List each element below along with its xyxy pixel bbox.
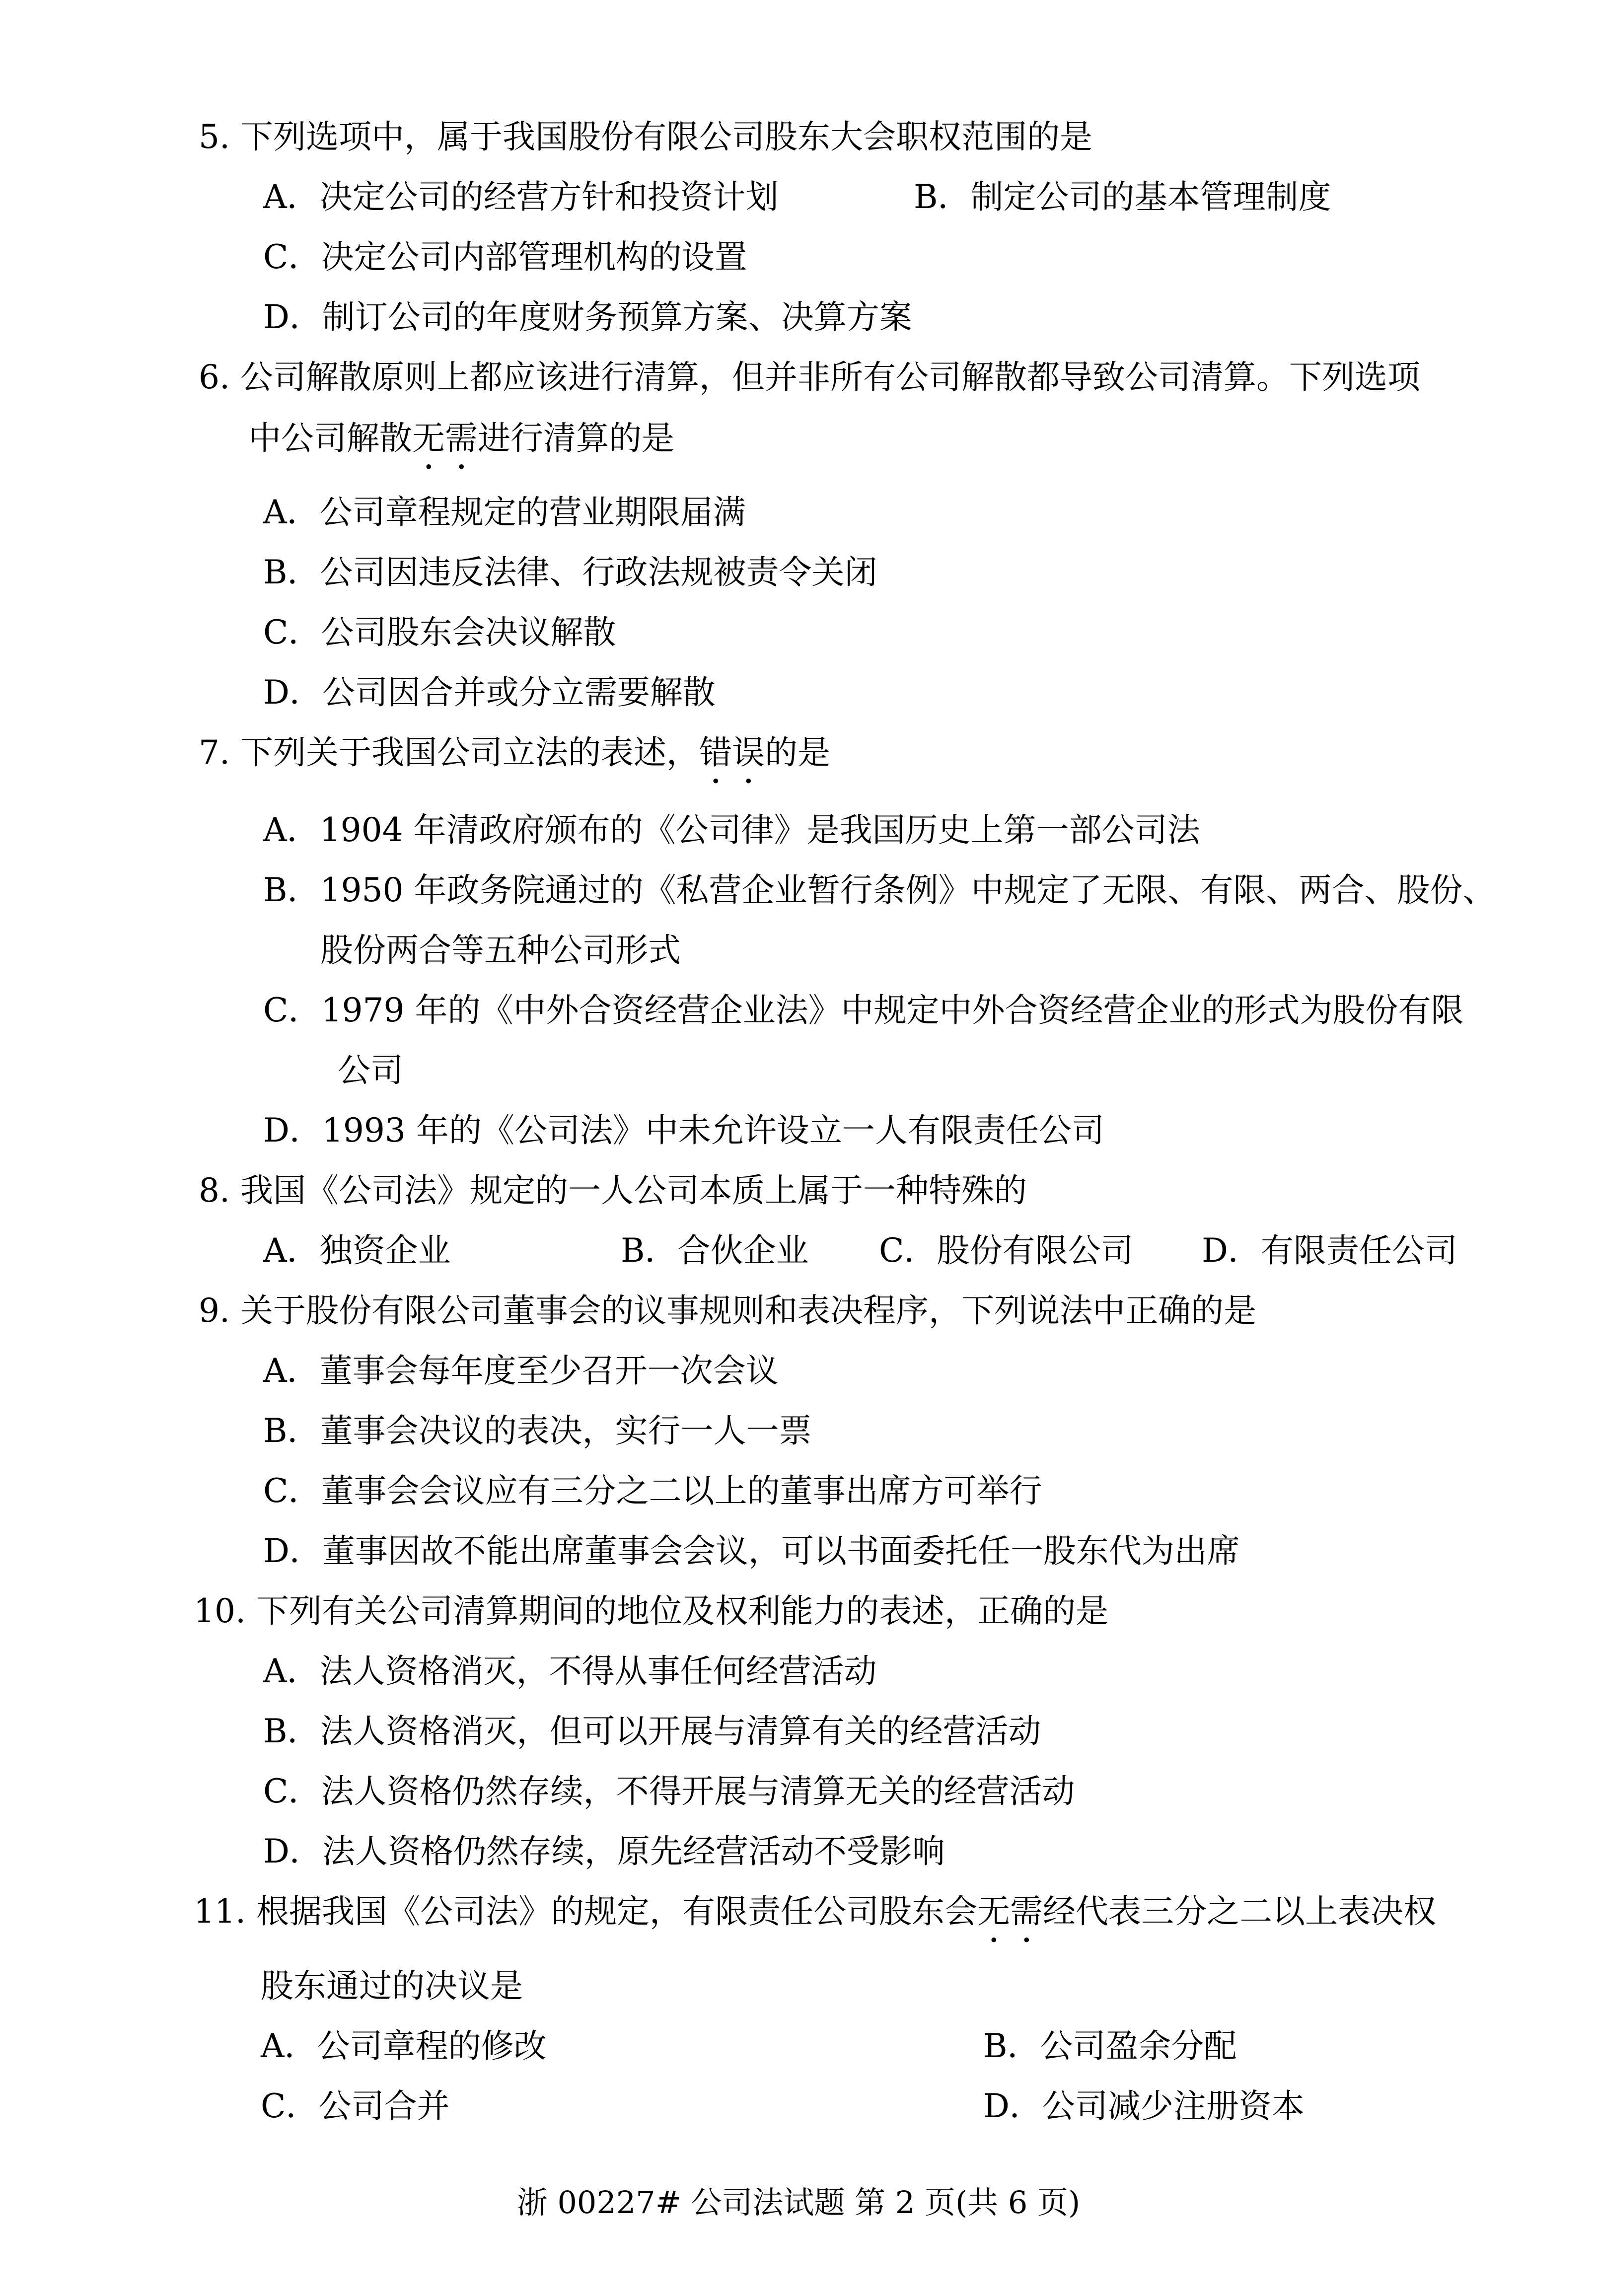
question-9-stem: 9. 关于股份有限公司董事会的议事规则和表决程序，下列说法中正确的是 (199, 1292, 1256, 1330)
q10-option-c: C．法人资格仍然存续，不得开展与清算无关的经营活动 (263, 1772, 1075, 1810)
question-10-stem: 10. 下列有关公司清算期间的地位及权利能力的表述，正确的是 (194, 1592, 1108, 1630)
q8-option-a: A．独资企业 (263, 1231, 451, 1270)
question-7-stem: 7. 下列关于我国公司立法的表述，错误的是 (199, 733, 830, 772)
q9-option-b: B．董事会决议的表决，实行一人一票 (263, 1412, 812, 1450)
question-8-stem: 8. 我国《公司法》规定的一人公司本质上属于一种特殊的 (199, 1171, 1027, 1210)
q10-option-b: B．法人资格消灭，但可以开展与清算有关的经营活动 (263, 1712, 1041, 1750)
q9-option-c: C．董事会会议应有三分之二以上的董事出席方可举行 (263, 1472, 1042, 1510)
q6-option-d: D．公司因合并或分立需要解散 (263, 673, 716, 712)
q5-option-c: C．决定公司内部管理机构的设置 (263, 238, 747, 276)
q8-option-c: C．股份有限公司 (879, 1231, 1134, 1270)
q5-option-d: D．制订公司的年度财务预算方案、决算方案 (263, 298, 912, 336)
q7-option-b: B．1950 年政务院通过的《私营企业暂行条例》中规定了无限、有限、两合、股份、 (263, 871, 1496, 909)
q7-option-c-cont: 公司 (338, 1051, 403, 1089)
q10-option-d: D．法人资格仍然存续，原先经营活动不受影响 (263, 1832, 945, 1870)
q11-option-b: B．公司盈余分配 (983, 2027, 1237, 2065)
q9-option-a: A．董事会每年度至少召开一次会议 (263, 1352, 779, 1390)
q5-option-b: B．制定公司的基本管理制度 (914, 178, 1331, 216)
q10-option-a: A．法人资格消灭，不得从事任何经营活动 (263, 1652, 877, 1690)
q8-option-b: B．合伙企业 (621, 1231, 809, 1270)
q7-option-c: C．1979 年的《中外合资经营企业法》中规定中外合资经营企业的形式为股份有限 (263, 991, 1464, 1029)
q6-option-a: A．公司章程规定的营业期限届满 (263, 493, 746, 531)
question-6-stem: 6. 公司解散原则上都应该进行清算，但并非所有公司解散都导致公司清算。下列选项 (199, 358, 1420, 396)
q8-option-d: D．有限责任公司 (1202, 1231, 1457, 1270)
q5-option-a: A．决定公司的经营方针和投资计划 (263, 178, 779, 216)
q11-option-a: A．公司章程的修改 (261, 2027, 547, 2065)
q11-option-c: C．公司合并 (261, 2087, 450, 2125)
q7-option-a: A．1904 年清政府颁布的《公司律》是我国历史上第一部公司法 (263, 811, 1200, 849)
page-footer: 浙 00227# 公司法试题 第 2 页(共 6 页) (516, 2184, 1081, 2221)
q11-option-d: D．公司减少注册资本 (983, 2087, 1305, 2125)
q6-option-b: B．公司因违反法律、行政法规被责令关闭 (263, 553, 877, 591)
q6-option-c: C．公司股东会决议解散 (263, 613, 616, 651)
question-11-stem: 11. 根据我国《公司法》的规定，有限责任公司股东会无需经代表三分之二以上表决权 (194, 1892, 1436, 1931)
q7-option-b-cont: 股份两合等五种公司形式 (320, 931, 681, 969)
question-6-stem-cont: 中公司解散无需进行清算的是 (248, 419, 674, 457)
question-11-stem-cont: 股东通过的决议是 (261, 1967, 523, 2005)
q7-option-d: D．1993 年的《公司法》中未允许设立一人有限责任公司 (263, 1111, 1104, 1149)
question-5-stem: 5. 下列选项中，属于我国股份有限公司股东大会职权范围的是 (199, 118, 1092, 156)
q9-option-d: D．董事因故不能出席董事会会议，可以书面委托任一股东代为出席 (263, 1532, 1240, 1570)
